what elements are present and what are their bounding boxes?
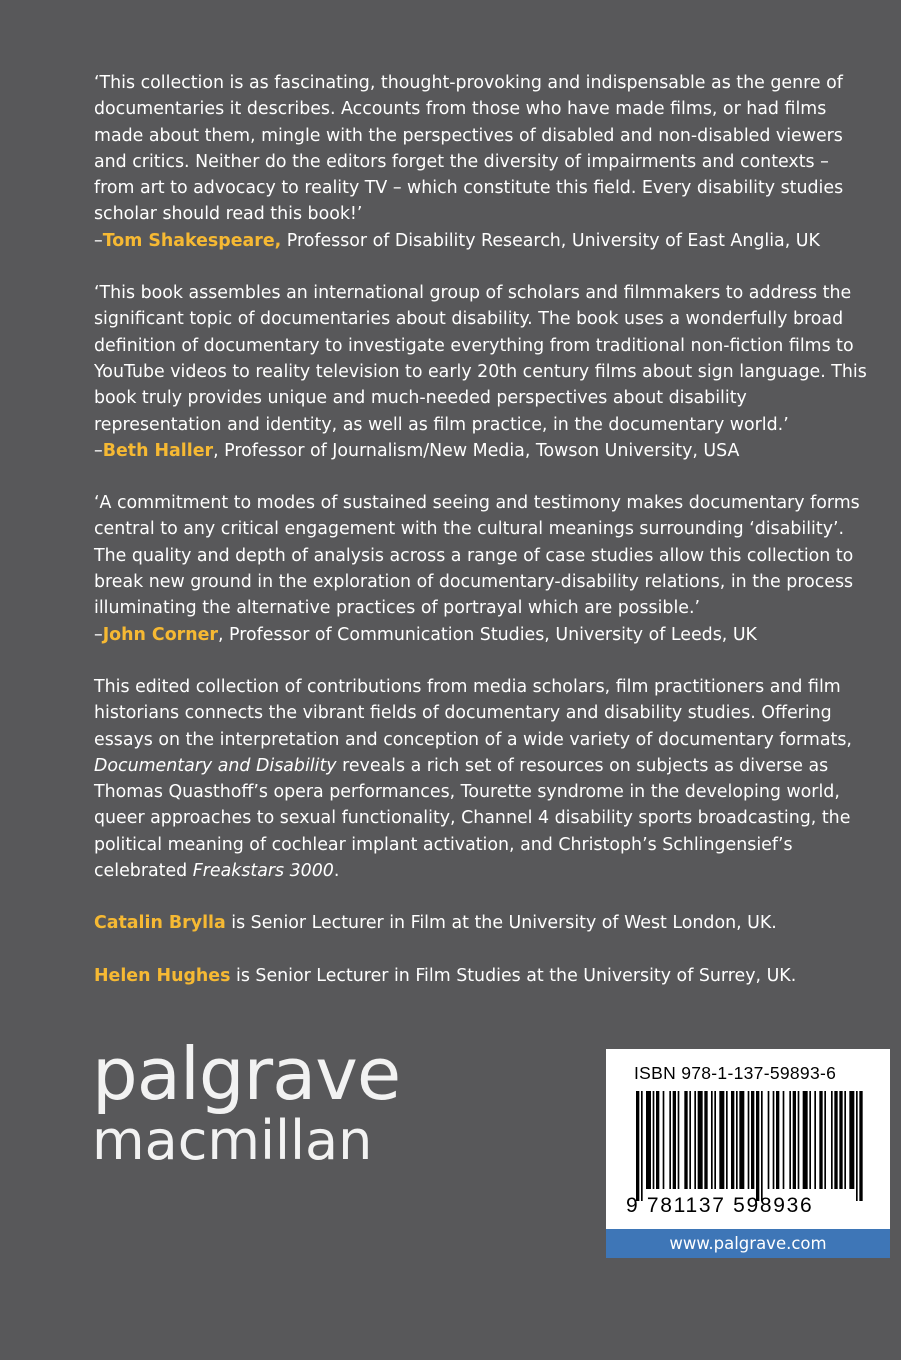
endorser-name: Beth Haller (102, 440, 214, 461)
back-cover-text (94, 70, 874, 1015)
book-title: Documentary and Disability (94, 755, 337, 776)
barcode-bar (663, 1091, 665, 1189)
barcode-bar (798, 1091, 800, 1189)
endorsement-quote-3 (94, 490, 874, 648)
isbn-barcode-box (606, 1049, 890, 1258)
barcode-bar (761, 1091, 763, 1201)
barcode-bar (684, 1091, 687, 1189)
barcode-bar (641, 1091, 643, 1201)
endorser-role: , Professor of Communication Studies, University of Leeds, UK (217, 624, 757, 645)
barcode-digits: 9 781137 598936 (626, 1194, 814, 1217)
quote-attribution (94, 228, 874, 254)
barcode-bar (793, 1091, 796, 1189)
barcode-bar (678, 1091, 680, 1189)
book-description (94, 674, 874, 884)
barcode-bar (646, 1091, 651, 1189)
barcode-bar (653, 1091, 655, 1189)
attribution-dash: – (94, 624, 103, 645)
isbn-label: ISBN 978-1-137-59893-6 (634, 1063, 837, 1083)
barcode-bar (673, 1091, 676, 1189)
editor-bio-text: is Senior Lecturer in Film Studies at the University of Surrey, UK. (230, 965, 797, 986)
publisher-logo-line-1: palgrave (92, 1032, 401, 1116)
publisher-logo (92, 1032, 401, 1172)
editor-bio-text: is Senior Lecturer in Film at the University of West London, UK. (225, 913, 777, 934)
endorser-role: , Professor of Journalism/New Media, Towson University, USA (213, 440, 740, 461)
attribution-dash: – (94, 230, 103, 251)
barcode-bar (704, 1091, 707, 1189)
barcode-bar (849, 1091, 854, 1189)
barcode-bar (711, 1091, 713, 1189)
description-part-1: This edited collection of contributions from media scholars, film practitioners and film historians connects the vibrant fields of documentary and disability studies. Offering essays on the interpretation and conception of a wide variety of documentary formats, (94, 676, 852, 750)
barcode-bar (756, 1091, 759, 1201)
description-part-3: . (333, 861, 340, 882)
barcode-bar (689, 1091, 691, 1189)
quote-text: ‘A commitment to modes of sustained seeing and testimony makes documentary forms central to any critical engagement with the cultural meanings surrounding ‘disability’. The quality and depth of analysis across a range of case studies allow this collection to break new ground in the exploration of documentary-disability relations, in the process illuminating the alternative practices of portrayal which are possible.’ (94, 493, 860, 619)
quote-attribution (94, 438, 874, 464)
quote-text: ‘This collection is as fascinating, thought-provoking and indispensable as the genre of documentaries it describes. Accounts from those who have made films, or had films made about them, mingle with the perspectives of disabled and non-disabled viewers and critics. Neither do the editors forget the diversity of impairments and contexts – from art to advocacy to reality TV – which constitute this field. Every disability studies scholar should read this book!’ (94, 73, 844, 225)
barcode-bar (814, 1091, 816, 1189)
editor-name: Catalin Brylla (94, 913, 226, 934)
barcode-bar (751, 1091, 754, 1189)
description-text (94, 674, 874, 884)
barcode-bar (856, 1091, 858, 1201)
barcode-bar (669, 1091, 671, 1189)
barcode-bar (834, 1091, 837, 1189)
barcode-bar (839, 1091, 842, 1189)
barcode-icon (636, 1091, 866, 1201)
editor-name: Helen Hughes (94, 965, 231, 986)
attribution-dash: – (94, 440, 103, 461)
barcode-bar (844, 1091, 846, 1189)
endorser-name: Tom Shakespeare, (102, 230, 282, 251)
barcode-bar (739, 1091, 744, 1189)
barcode-bar (776, 1091, 779, 1189)
quote-text: ‘This book assembles an international group of scholars and filmmakers to address the significant topic of documentaries about disability. The book uses a wonderfully broad definition of documentary to investigate everything from traditional non-fiction films to YouTube videos to reality television to early 20th century films about sign language. This book truly provides unique and much-needed perspectives about disability representation and identity, as well as film practice, in the documentary world.’ (94, 283, 867, 435)
barcode-bar (698, 1091, 703, 1189)
quote-attribution (94, 622, 874, 648)
endorsement-quote-2 (94, 280, 874, 464)
barcode-bar (748, 1091, 750, 1189)
barcode-bar (831, 1091, 833, 1189)
editor-bio-2 (94, 963, 874, 989)
barcode-bar (789, 1091, 791, 1189)
barcode-bar (656, 1091, 659, 1189)
description-part-2: reveals a rich set of resources on subjects as diverse as Thomas Quasthoff’s opera performances, Tourette syndrome in the developing world, queer approaches to sexual functionality, Channel 4 disability sports broadcasting, the political meaning of cochlear implant activation, and Christoph’s Schlingensief’s celebrated (94, 755, 851, 882)
barcode-bar (783, 1091, 785, 1189)
barcode-bar (736, 1091, 738, 1189)
editor-bio-1 (94, 910, 874, 936)
publisher-logo-line-2: macmillan (92, 1109, 373, 1172)
endorser-role: Professor of Disability Research, University of East Anglia, UK (281, 230, 820, 251)
barcode-bar (719, 1091, 724, 1189)
barcode-bar (726, 1091, 728, 1189)
barcode-bar (731, 1091, 734, 1189)
barcode-bar (773, 1091, 775, 1189)
barcode-bar (824, 1091, 826, 1189)
barcode-bar (714, 1091, 716, 1189)
publisher-website: www.palgrave.com (606, 1229, 890, 1258)
barcode-bar (803, 1091, 808, 1189)
barcode-bar (636, 1091, 639, 1201)
barcode-bar (809, 1091, 811, 1189)
endorsement-quote-1 (94, 70, 874, 254)
endorser-name: John Corner (102, 624, 218, 645)
film-title: Freakstars 3000 (192, 861, 334, 882)
barcode-bar (859, 1091, 862, 1201)
barcode-bar (768, 1091, 770, 1189)
barcode-bar (694, 1091, 696, 1189)
barcode-bar (819, 1091, 822, 1189)
